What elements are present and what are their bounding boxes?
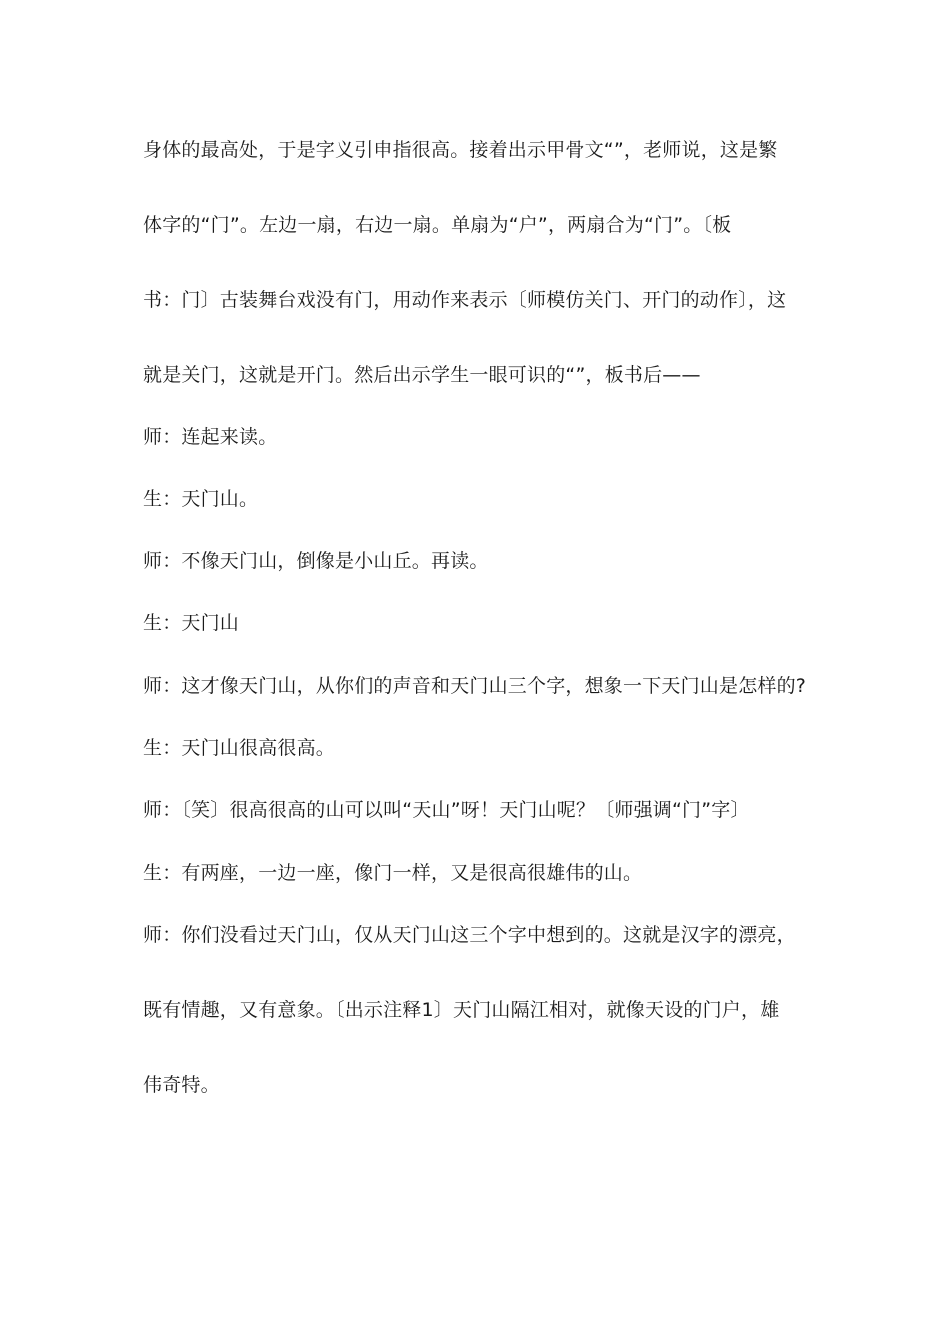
paragraph-line: 书：门〕古装舞台戏没有门，用动作来表示〔师模仿关门、开门的动作〕，这	[143, 289, 787, 311]
dialogue-line: 师：这才像天门山，从你们的声音和天门山三个字，想象一下天门山是怎样的?	[143, 675, 807, 697]
paragraph-line: 伟奇特。	[143, 1074, 220, 1096]
dialogue-line: 师：不像天门山，倒像是小山丘。再读。	[143, 550, 489, 572]
paragraph-line: 身体的最高处，于是字义引申指很高。接着出示甲骨文“”，老师说，这是繁	[143, 139, 778, 161]
dialogue-line: 生：天门山很高很高。	[143, 737, 336, 759]
paragraph-line: 体字的“门”。左边一扇，右边一扇。单扇为“户”，两扇合为“门”。〔板	[143, 214, 732, 236]
dialogue-line: 师：你们没看过天门山，仅从天门山这三个字中想到的。这就是汉字的漂亮，	[143, 924, 796, 946]
dialogue-line: 生：有两座，一边一座，像门一样，又是很高很雄伟的山。	[143, 862, 643, 884]
paragraph-line: 就是关门，这就是开门。然后出示学生一眼可识的“”，板书后——	[143, 364, 701, 386]
paragraph-line: 既有情趣，又有意象。〔出示注释1〕天门山隔江相对，就像天设的门户，雄	[143, 999, 780, 1021]
dialogue-line: 生：天门山	[143, 612, 240, 634]
dialogue-line: 师：〔笑〕很高很高的山可以叫“天山”呀！天门山呢？〔师强调“门”字〕	[143, 799, 750, 821]
dialogue-line: 生：天门山。	[143, 488, 259, 510]
dialogue-line: 师：连起来读。	[143, 426, 278, 448]
